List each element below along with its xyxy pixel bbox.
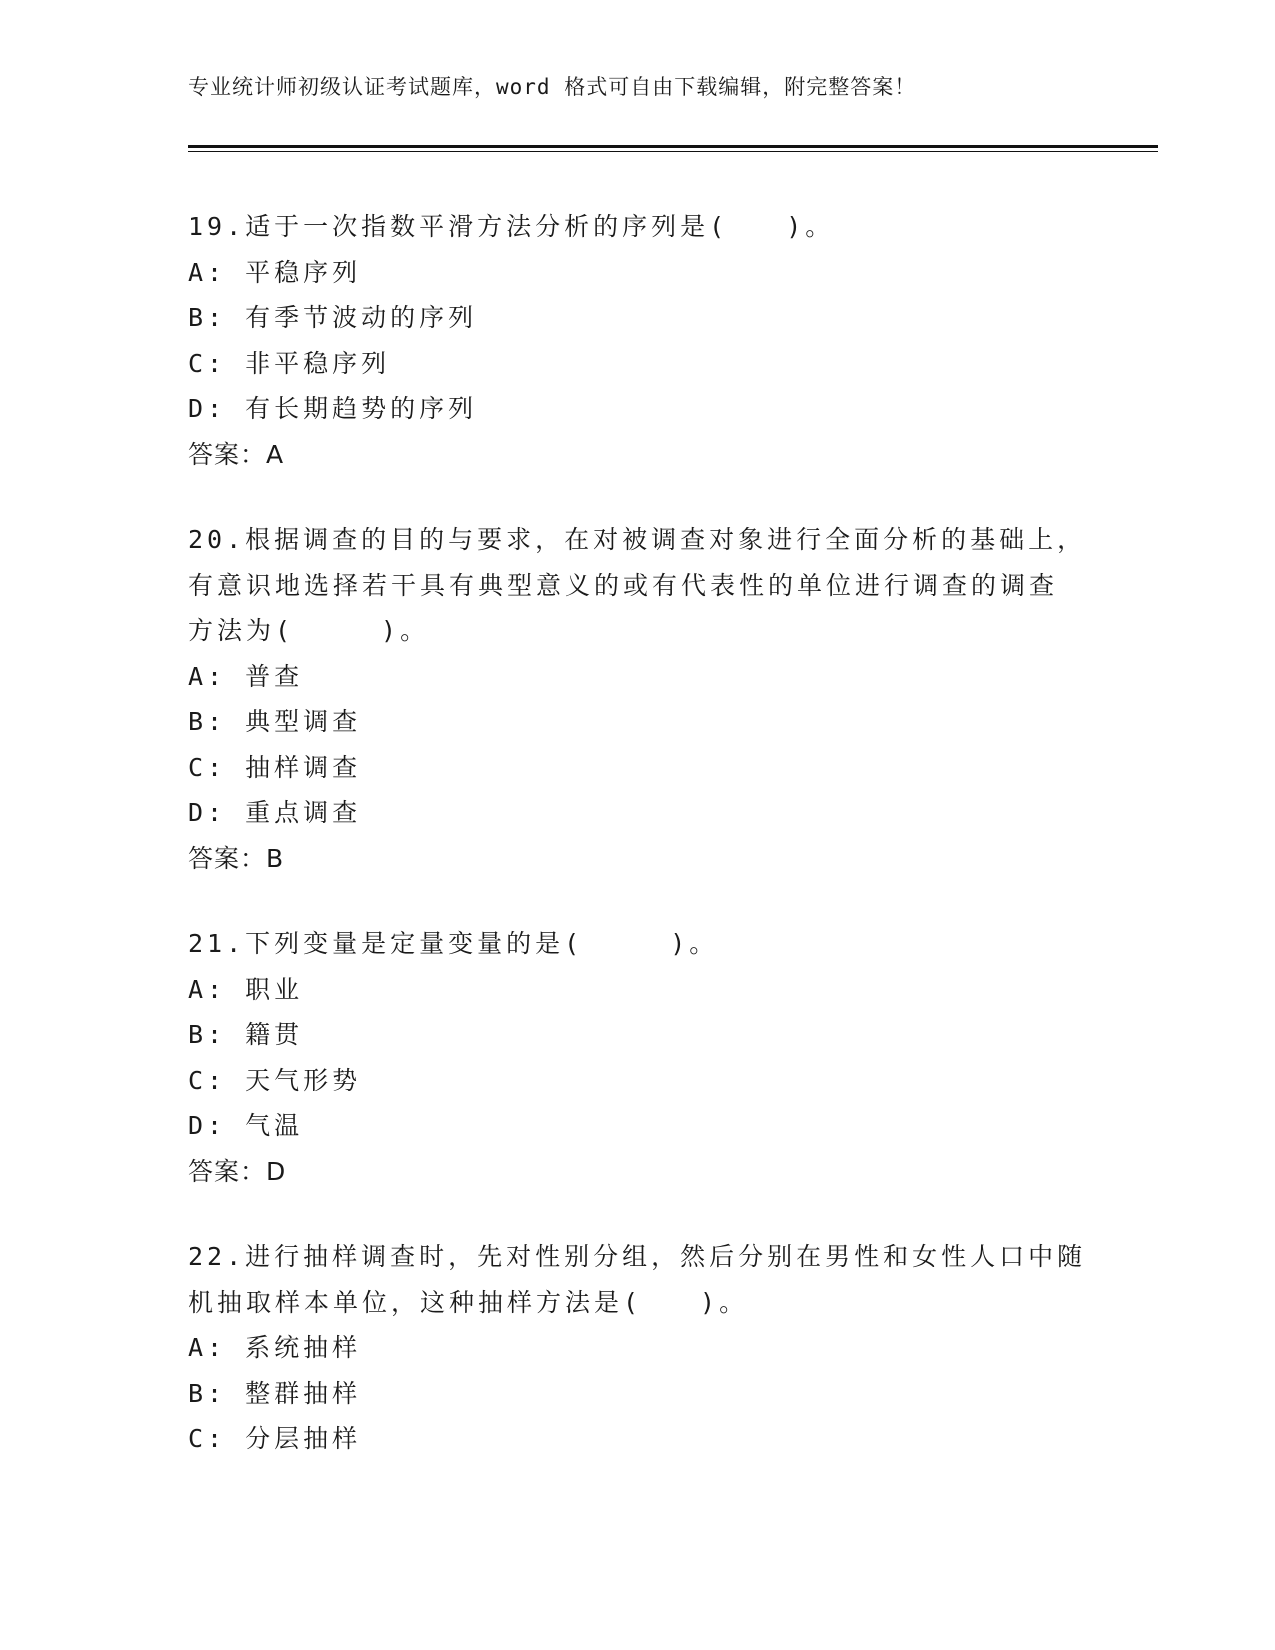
question-text: 20.根据调查的目的与要求，在对被调查对象进行全面分析的基础上， <box>188 525 1087 554</box>
option-d: D: 重点调查 <box>188 798 362 827</box>
question-text: 有意识地选择若干具有典型意义的或有代表性的单位进行调查的调查 <box>188 570 1059 600</box>
question-text: 方法为( )。 <box>188 616 430 645</box>
option-b: B: 有季节波动的序列 <box>188 303 478 332</box>
option-d: D: 气温 <box>188 1111 304 1140</box>
header-rule-thin <box>188 151 1158 152</box>
question-19 <box>188 204 1088 477</box>
option-c: C: 抽样调查 <box>188 752 362 782</box>
question-20 <box>188 517 1088 881</box>
question-21 <box>188 921 1088 1194</box>
option-c: C: 分层抽样 <box>188 1424 362 1453</box>
option-b: B: 整群抽样 <box>188 1378 362 1408</box>
option-b: B: 籍贯 <box>188 1020 304 1049</box>
answer-label: 答案：A <box>188 439 285 469</box>
question-text: 19.适于一次指数平滑方法分析的序列是( )。 <box>188 212 835 241</box>
option-a: A: 职业 <box>188 974 304 1004</box>
option-c: C: 非平稳序列 <box>188 348 391 378</box>
option-a: A: 平稳序列 <box>188 257 362 287</box>
question-list <box>188 204 1088 1502</box>
question-22 <box>188 1234 1088 1462</box>
option-a: A: 系统抽样 <box>188 1333 362 1362</box>
option-c: C: 天气形势 <box>188 1065 362 1095</box>
option-a: A: 普查 <box>188 661 304 691</box>
answer-label: 答案：D <box>188 1156 287 1186</box>
header-rule-thick <box>188 145 1158 148</box>
question-text: 机抽取样本单位，这种抽样方法是( )。 <box>188 1287 749 1317</box>
question-text: 21.下列变量是定量变量的是( )。 <box>188 929 719 958</box>
question-text: 22.进行抽样调查时，先对性别分组，然后分别在男性和女性人口中随 <box>188 1242 1087 1271</box>
option-d: D: 有长期趋势的序列 <box>188 394 478 423</box>
option-b: B: 典型调查 <box>188 707 362 736</box>
page-header: 专业统计师初级认证考试题库，word 格式可自由下载编辑，附完整答案！ <box>188 75 917 99</box>
answer-label: 答案：B <box>188 843 285 873</box>
